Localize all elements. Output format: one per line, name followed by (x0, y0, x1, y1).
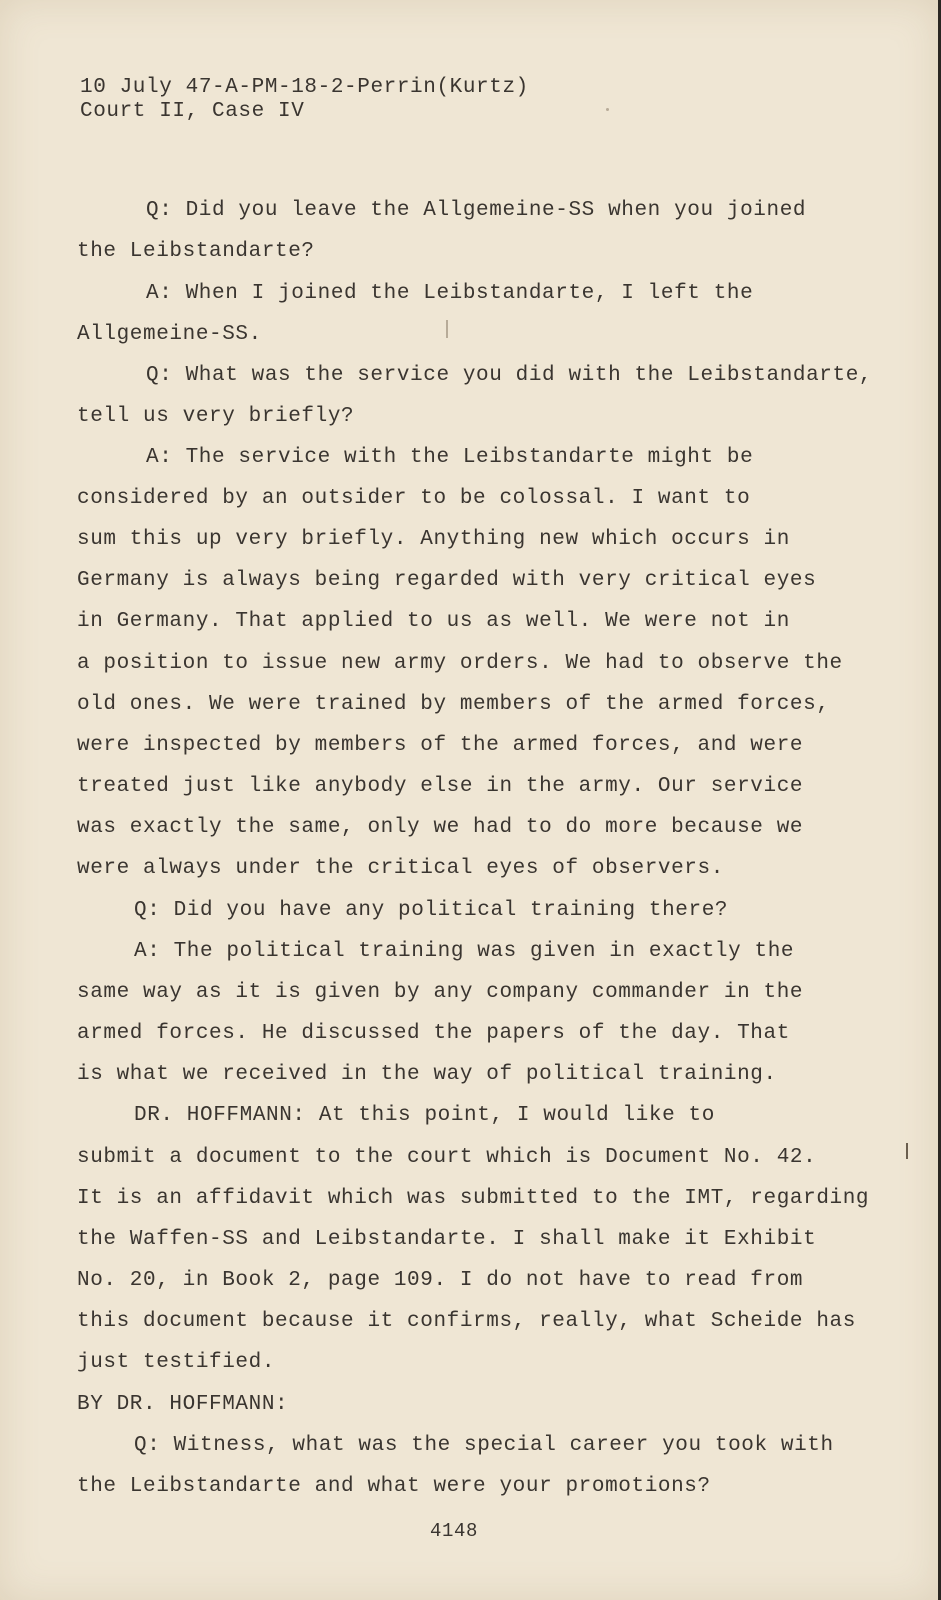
body-line-13: old ones. We were trained by members of the armed forces, (77, 693, 830, 716)
header-line-1: 10 July 47-A-PM-18-2-Perrin(Kurtz) (80, 76, 529, 99)
document-header (80, 76, 529, 124)
body-line-11: in Germany. That applied to us as well. We were not in (77, 610, 790, 633)
body-line-32: the Leibstandarte and what were your promotions? (77, 1475, 711, 1498)
body-line-15: treated just like anybody else in the army. Our service (77, 775, 804, 798)
body-line-4: Allgemeine-SS. (77, 323, 262, 346)
body-line-20: same way as it is given by any company commander in the (77, 981, 804, 1004)
body-line-12: a position to issue new army orders. We had to observe the (77, 652, 843, 675)
body-line-6: tell us very briefly? (77, 405, 355, 428)
body-line-1: Q: Did you leave the Allgemeine-SS when you joined (146, 199, 807, 222)
body-line-19: A: The political training was given in exactly the (134, 940, 795, 963)
body-line-22: is what we received in the way of political training. (77, 1063, 777, 1086)
body-line-14: were inspected by members of the armed forces, and were (77, 734, 804, 757)
paper-speck (606, 108, 609, 111)
body-line-18: Q: Did you have any political training there? (134, 899, 729, 922)
body-line-30: BY DR. HOFFMANN: (77, 1393, 289, 1416)
body-line-25: It is an affidavit which was submitted to the IMT, regarding (77, 1187, 870, 1210)
body-line-28: this document because it confirms, really, what Scheide has (77, 1310, 856, 1333)
body-line-8: considered by an outsider to be colossal. I want to (77, 487, 751, 510)
paper-mark (446, 320, 448, 338)
body-line-9: sum this up very briefly. Anything new which occurs in (77, 528, 790, 551)
body-line-3: A: When I joined the Leibstandarte, I left the (146, 282, 754, 305)
body-line-21: armed forces. He discussed the papers of the day. That (77, 1022, 790, 1045)
body-line-5: Q: What was the service you did with the Leibstandarte, (146, 364, 873, 387)
page-number: 4148 (430, 1520, 479, 1542)
body-line-10: Germany is always being regarded with very critical eyes (77, 569, 817, 592)
header-line-2: Court II, Case IV (80, 100, 305, 123)
body-line-27: No. 20, in Book 2, page 109. I do not have to read from (77, 1269, 804, 1292)
paper-tick (906, 1143, 908, 1159)
body-line-2: the Leibstandarte? (77, 240, 315, 263)
body-line-31: Q: Witness, what was the special career you took with (134, 1434, 834, 1457)
body-line-7: A: The service with the Leibstandarte might be (146, 446, 754, 469)
body-line-26: the Waffen-SS and Leibstandarte. I shall make it Exhibit (77, 1228, 817, 1251)
body-line-29: just testified. (77, 1351, 276, 1374)
body-line-16: was exactly the same, only we had to do more because we (77, 816, 804, 839)
body-line-23: DR. HOFFMANN: At this point, I would like to (134, 1104, 715, 1127)
body-line-17: were always under the critical eyes of observers. (77, 857, 724, 880)
body-line-24: submit a document to the court which is Document No. 42. (77, 1146, 817, 1169)
